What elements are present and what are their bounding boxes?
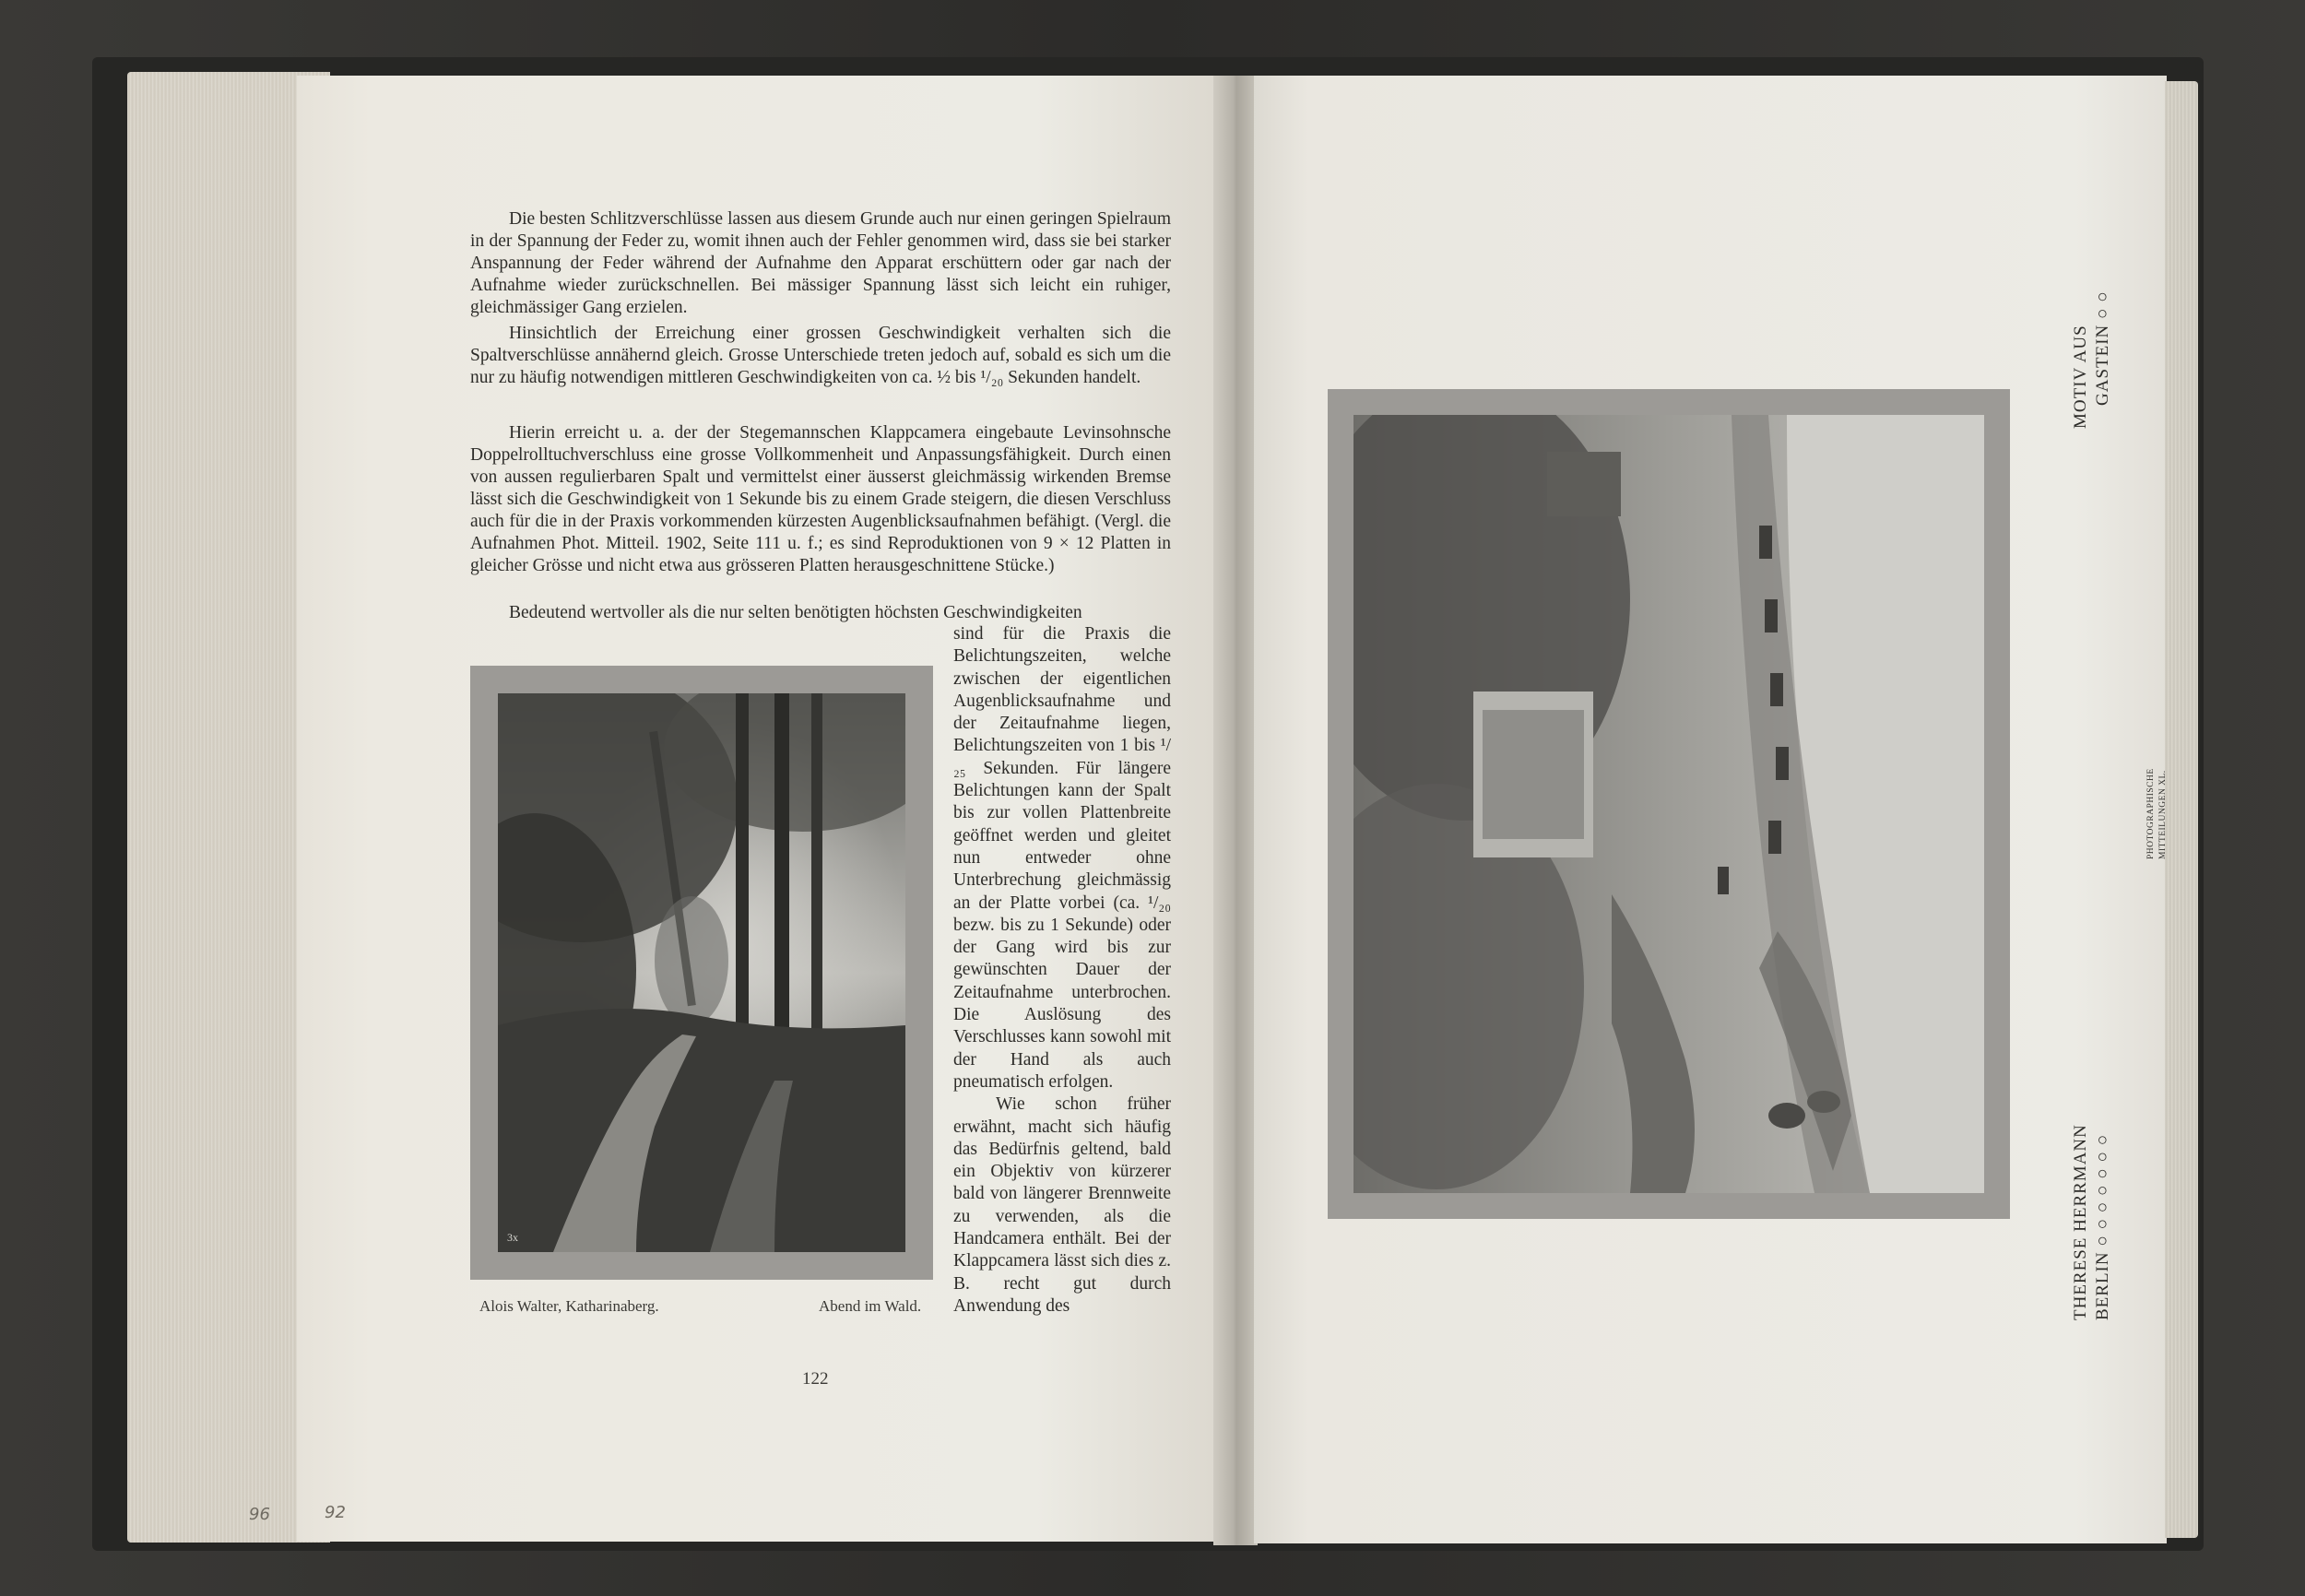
gastein-photo-frame <box>1328 389 2010 1219</box>
photo-caption-title: Abend im Wald. <box>819 1297 922 1315</box>
page-number: 122 <box>802 1369 829 1389</box>
paragraph-2: Hinsichtlich der Erreichung einer grossen Geschwindigkeit verhalten sich die Spaltverschlüsse annähernd gleich. Grosse Unterschiede treten jedoch auf, sobald es sich um die nur zu häufig notwendigen mittleren Geschwindigkeiten von ca. ½ bis ¹/₂₀ Sekunden handelt. <box>470 324 1171 387</box>
plate-title: MOTIV AUS <box>2071 325 2090 429</box>
plate-title-location: GASTEIN <box>2093 324 2112 406</box>
pencil-mark-2: 92 <box>325 1503 346 1522</box>
plate-author: THERESE HERRMANN <box>2071 1124 2090 1320</box>
right-page-stack <box>2165 81 2198 1538</box>
paragraph-4: Bedeutend wertvoller als die nur selten benötigten höchsten Geschwindigkeiten <box>509 603 1082 622</box>
photo-caption-author: Alois Walter, Katharinaberg. <box>479 1297 659 1315</box>
journal-name-line1: PHOTOGRAPHISCHE <box>2146 768 2156 859</box>
forest-photo-frame <box>470 666 933 1280</box>
book-gutter <box>1213 76 1258 1545</box>
plate-title-line2 <box>2093 290 2113 406</box>
pencil-mark-1: 96 <box>249 1505 270 1524</box>
forest-photo <box>498 693 905 1252</box>
narrow-column <box>953 623 1171 1318</box>
photo-signature: 3x <box>507 1231 518 1244</box>
paragraph-3: Hierin erreicht u. a. der der Stegemannschen Klappcamera eingebaute Levinsohnsche Doppelrolltuchverschluss eine grosse Vollkommenheit und Anpassungsfähigkeit. Durch einen von aussen regulierbaren Spalt und vermittelst einer äusserst gleichmässig wirkenden Bremse lässt sich die Geschwindigkeit von 1 Sekunde bis zu einem Grade steigern, die diesen Verschluss auch für die in der Praxis vorkommenden kürzesten Augenblicksaufnahmen befähigt. (Vergl. die Aufnahmen Phot. Mitteil. 1902, Seite 111 u. f.; es sind Reproduktionen von 9 × 12 Platten in gleicher Grösse und nicht etwa aus grösseren Platten herausgeschnittene Stücke.) <box>470 423 1171 575</box>
forest-photo-illustration <box>498 693 905 1252</box>
narrow-column-para-1: sind für die Praxis die Belichtungszeiten, welche zwischen der eigentlichen Augenblicksaufnahme und der Zeitaufnahme liegen, Belichtungszeiten von 1 bis ¹/₂₅ Sekunden. Für längere Belichtungen kann der Spalt bis zur vollen Plattenbreite geöffnet werden und gleitet nun entweder ohne Unterbrechung gleichmässig an der Platte vorbei (ca. ¹/₂₀ bezw. bis zu 1 Sekunde) oder der Gang wird bis zur gewünschten Dauer der Zeitaufnahme unterbrochen. Die Auslösung des Verschlusses kann sowohl mit der Hand als auch pneumatisch erfolgen. <box>953 624 1171 1092</box>
journal-name-line2: MITTEILUNGEN XL. <box>2158 770 2168 859</box>
gastein-photo-illustration <box>1353 415 1984 1193</box>
narrow-column-para-2: Wie schon früher erwähnt, macht sich häufig das Bedürfnis geltend, bald ein Objektiv von kürzerer bald von längerer Brennweite zu verwenden, als die Handcamera enthält. Bei der Klappcamera lässt sich dies z. B. recht gut durch Anwendung des <box>953 1094 1171 1316</box>
paragraph-1: Die besten Schlitzverschlüsse lassen aus diesem Grunde auch nur einen geringen Spielraum in der Spannung der Feder zu, womit ihnen auch der Fehler genommen wird, dass sie bei starker Anspannung der Feder während der Aufnahme den Apparat erschüttern oder gar nach der Aufnahme wieder zurückschnellen. Bei mässiger Spannung lässt sich leicht ein ruhiger, gleichmässiger Gang erzielen. <box>470 209 1171 317</box>
plate-title-ornament: ○ ○ <box>2093 290 2112 319</box>
gastein-photo <box>1353 415 1984 1193</box>
plate-city: BERLIN ○ ○ ○ ○ ○ ○ ○ <box>2093 1133 2112 1320</box>
